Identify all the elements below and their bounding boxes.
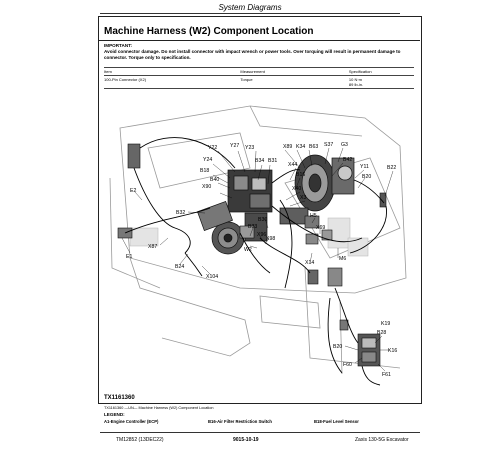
label-x96: X96 xyxy=(257,232,267,238)
header-divider xyxy=(100,13,400,14)
table-header-row xyxy=(104,68,414,76)
label-k19: K19 xyxy=(381,321,391,327)
cell-item: 100-Pin Connector (X2) xyxy=(104,77,147,82)
col-header-measurement: Measurement xyxy=(240,69,265,74)
harness-diagram xyxy=(100,88,418,390)
footer-page-number: 9015-10-19 xyxy=(233,437,259,443)
label-x14: X14 xyxy=(305,260,315,266)
page-header xyxy=(0,0,500,15)
label-b20-top: B20 xyxy=(362,174,372,180)
cell-specification xyxy=(349,76,414,89)
cell-measurement: Torque xyxy=(240,77,253,82)
col-header-item: Item xyxy=(104,69,112,74)
label-x3: X3 xyxy=(300,195,307,201)
label-y23: Y23 xyxy=(245,145,255,151)
notice-heading: IMPORTANT: xyxy=(104,43,132,48)
label-b20-bottom: B20 xyxy=(333,344,343,350)
label-b33: B33 xyxy=(248,224,258,230)
label-x104: X104 xyxy=(206,274,219,280)
label-x98: X98 xyxy=(266,236,276,242)
label-b63: B63 xyxy=(309,144,319,150)
label-x89: X89 xyxy=(283,144,293,150)
torque-spec-table xyxy=(104,67,414,89)
label-b34: B34 xyxy=(255,158,265,164)
label-h5: H5 xyxy=(310,213,317,219)
label-k16: K16 xyxy=(388,348,398,354)
label-y11: Y11 xyxy=(360,164,369,170)
label-b42: B42 xyxy=(343,157,353,163)
important-notice xyxy=(104,43,414,61)
footer-model: Zaxis 130-5G Excavator xyxy=(355,437,409,443)
col-header-specification: Specification xyxy=(348,69,372,74)
label-m6: M6 xyxy=(339,256,347,262)
figure-id: TX1161360 xyxy=(104,395,135,401)
label-b32: B32 xyxy=(176,210,186,216)
label-b22: B22 xyxy=(387,165,397,171)
label-s37: S37 xyxy=(324,142,334,148)
label-y24: Y24 xyxy=(203,157,213,163)
label-b18: B18 xyxy=(200,168,210,174)
footer-doc-id: TM12852 (13DEC22) xyxy=(116,437,164,443)
spec-imperial: 89 lb-in. xyxy=(348,82,364,87)
label-f60: F60 xyxy=(343,362,352,368)
figure-caption: TX1161360 —UN— Machine Harness (W2) Component Location xyxy=(104,406,214,410)
label-k34: K34 xyxy=(296,144,306,150)
label-f61: F61 xyxy=(382,372,391,378)
table-row xyxy=(104,76,414,89)
spec-metric: 10 N·m xyxy=(348,77,363,82)
label-b28: B28 xyxy=(377,330,387,336)
label-b24: B24 xyxy=(175,264,185,270)
notice-text: Avoid connector damage. Do not install connector with impact wrench or power tools. Over torquing will result in permanent damage to connector. Torque only to specification. xyxy=(104,49,401,60)
label-w2: W2 xyxy=(244,247,252,253)
legend-title: LEGEND: xyxy=(104,412,125,417)
legend-item: B16-Air Filter Restriction Switch xyxy=(208,419,272,424)
label-x44: X44 xyxy=(288,162,298,168)
label-b30: B30 xyxy=(258,217,268,223)
legend-item: A1-Engine Controller (ECP) xyxy=(104,419,159,424)
section-title: System Diagrams xyxy=(218,3,282,12)
label-b31: B31 xyxy=(268,158,278,164)
page-title: Machine Harness (W2) Component Location xyxy=(104,26,314,37)
label-y27: Y27 xyxy=(230,143,240,149)
label-g3: G3 xyxy=(341,142,348,148)
title-divider xyxy=(99,40,420,41)
label-b16: B16 xyxy=(296,172,306,178)
label-x69: X69 xyxy=(316,225,326,231)
label-b40: B40 xyxy=(210,177,220,183)
label-x87: X87 xyxy=(148,244,158,250)
legend-item: B18-Fuel Level Sensor xyxy=(314,419,359,424)
footer-divider xyxy=(100,432,420,433)
label-e1: E1 xyxy=(126,254,133,260)
label-y22: Y22 xyxy=(208,145,218,151)
label-x40: X40 xyxy=(292,186,302,192)
hydraulic-pump-assembly xyxy=(197,170,272,254)
label-x90: X90 xyxy=(202,184,212,190)
label-e2: E2 xyxy=(130,188,137,194)
